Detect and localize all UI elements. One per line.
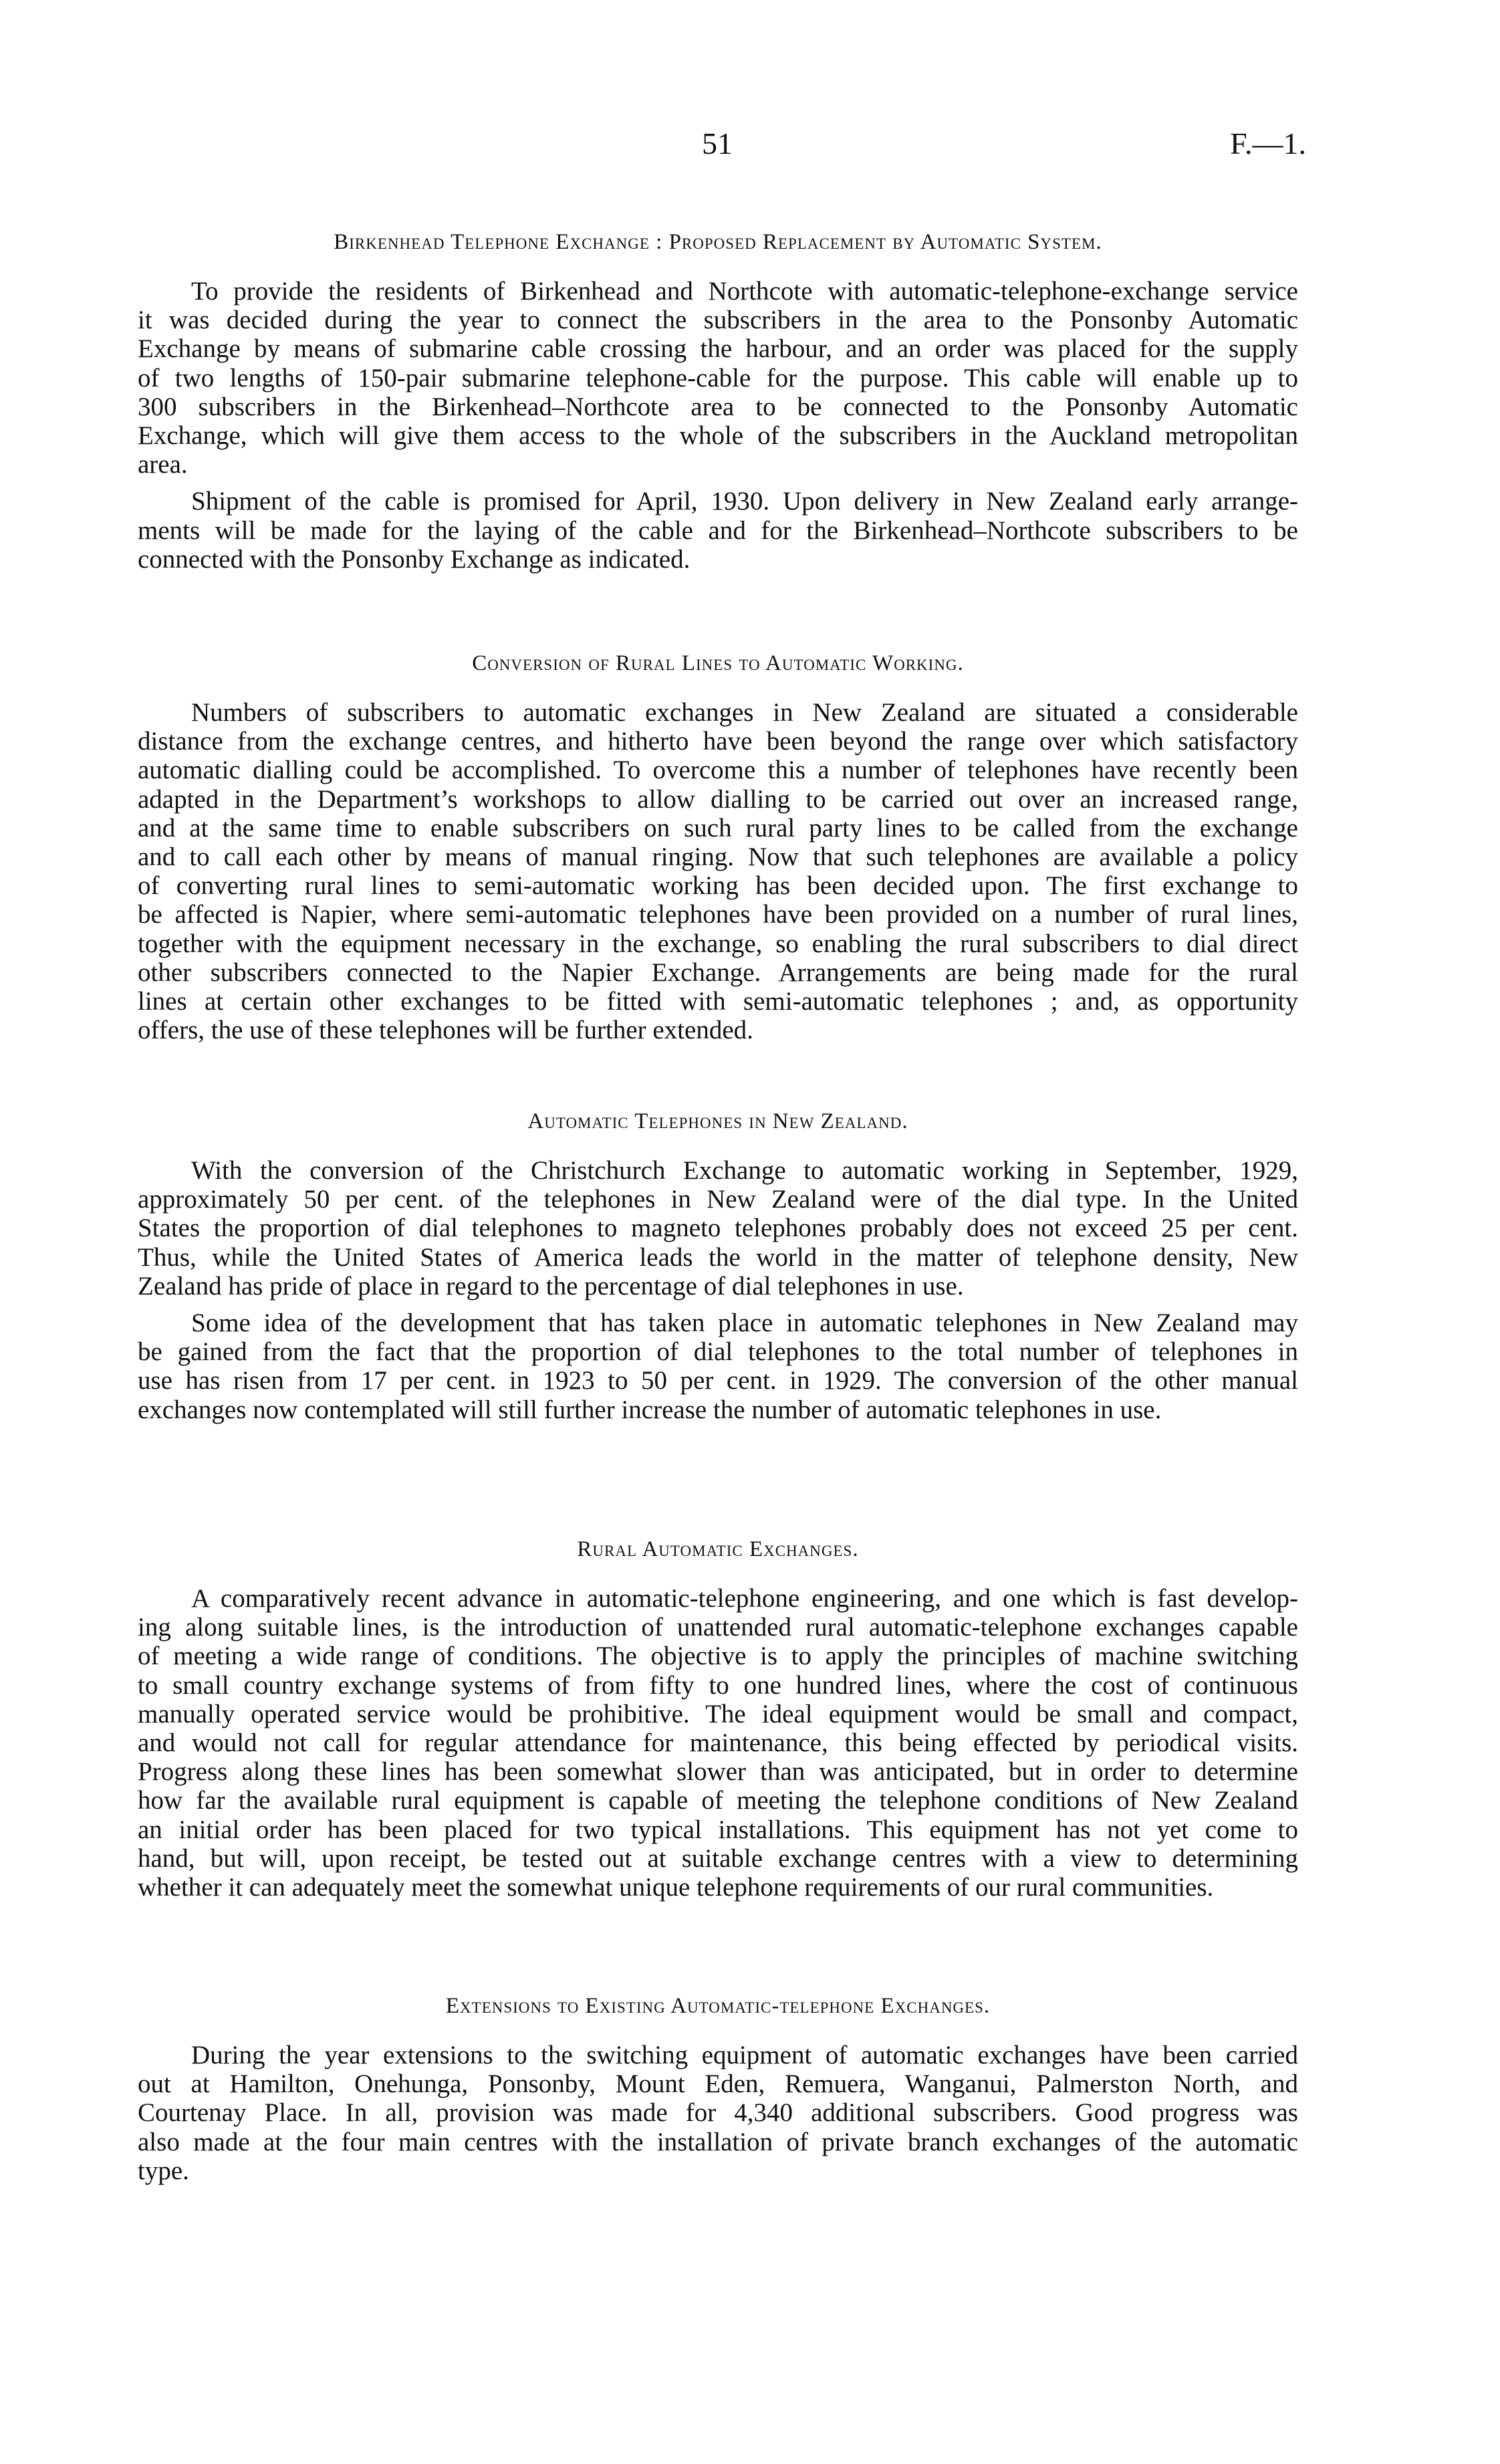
text-line: out at Hamilton, Onehunga, Ponsonby, Mount Eden, Remuera, Wanganui, Palmerston North, and (138, 2069, 1298, 2099)
text-line: Exchange, which will give them access to the whole of the subscribers in the Auckland metropolitan (138, 421, 1298, 450)
section-extensions (138, 1991, 1298, 2193)
text-line: it was decided during the year to connect the subscribers in the area to the Ponsonby Automatic (138, 306, 1298, 335)
text-line: and would not call for regular attendance for maintenance, this being effected by periodical visits. (138, 1728, 1298, 1757)
paragraph (138, 2041, 1298, 2185)
text-line: To provide the residents of Birkenhead and Northcote with automatic-telephone-exchange service (191, 277, 1298, 306)
text-line: Zealand has pride of place in regard to the percentage of dial telephones in use. (138, 1271, 964, 1301)
text-line: Shipment of the cable is promised for April, 1930. Upon delivery in New Zealand early arrange- (191, 487, 1298, 516)
paragraph (138, 1584, 1298, 1902)
paragraph (138, 277, 1298, 479)
text-line: of meeting a wide range of conditions. The objective is to apply the principles of machine switching (138, 1642, 1298, 1671)
text-line: With the conversion of the Christchurch Exchange to automatic working in September, 1929, (191, 1156, 1298, 1185)
paragraph (138, 1309, 1298, 1424)
text-line: connected with the Ponsonby Exchange as indicated. (138, 544, 691, 574)
text-line: Some idea of the development that has taken place in automatic telephones in New Zealand may (191, 1308, 1298, 1337)
section-birkenhead (138, 227, 1298, 582)
text-line: exchanges now contemplated will still further increase the number of automatic telephones in use. (138, 1395, 1162, 1424)
text-line: whether it can adequately meet the somewhat unique telephone requirements of our rural communities. (138, 1872, 1214, 1902)
text-line: States the proportion of dial telephones to magneto telephones probably does not exceed 25 per cent. (138, 1214, 1298, 1243)
text-line: together with the equipment necessary in the exchange, so enabling the rural subscribers to dial direct (138, 929, 1298, 958)
paragraph (138, 698, 1298, 1044)
text-line: manually operated service would be prohibitive. The ideal equipment would be small and compact, (138, 1699, 1298, 1728)
text-line: During the year extensions to the switching equipment of automatic exchanges have been carried (191, 2041, 1298, 2069)
text-line: approximately 50 per cent. of the telephones in New Zealand were of the dial type. In the United (138, 1185, 1298, 1214)
text-line: offers, the use of these telephones will be further extended. (138, 1016, 753, 1045)
text-line: automatic dialling could be accomplished. To overcome this a number of telephones have recently been (138, 756, 1298, 785)
text-line: Exchange by means of submarine cable crossing the harbour, and an order was placed for the supply (138, 334, 1298, 364)
text-line: type. (138, 2156, 189, 2185)
text-line: and at the same time to enable subscribers on such rural party lines to be called from the exchange (138, 813, 1298, 843)
text-line: of converting rural lines to semi-automatic working has been decided upon. The first exchange to (138, 871, 1298, 901)
text-line: adapted in the Department’s workshops to allow dialling to be carried out over an increased range, (138, 784, 1298, 814)
section-automatic-telephones (138, 1107, 1298, 1432)
page-number: 51 (702, 126, 733, 160)
text-line: Progress along these lines has been somewhat slower than was anticipated, but in order to determine (138, 1757, 1298, 1787)
page-reference: F.—1. (1230, 126, 1306, 160)
text-line: area. (138, 450, 188, 479)
text-line: be affected is Napier, where semi-automatic telephones have been provided on a number of rural lines, (138, 900, 1298, 929)
text-line: A comparatively recent advance in automatic-telephone engineering, and one which is fast develop- (191, 1584, 1298, 1613)
text-line: 300 subscribers in the Birkenhead–Northcote area to be connected to the Ponsonby Automatic (138, 392, 1298, 421)
section-heading: Automatic Telephones in New Zealand. (527, 1109, 908, 1133)
text-line: be gained from the fact that the proportion of dial telephones to the total number of telephones in (138, 1337, 1298, 1367)
text-line: hand, but will, upon receipt, be tested out at suitable exchange centres with a view to determining (138, 1843, 1298, 1873)
text-line: ing along suitable lines, is the introduction of unattended rural automatic-telephone exchanges capable (138, 1613, 1298, 1642)
text-line: and to call each other by means of manual ringing. Now that such telephones are available a policy (138, 842, 1298, 871)
text-line: Courtenay Place. In all, provision was made for 4,340 additional subscribers. Good progress was (138, 2098, 1298, 2128)
text-line: to small country exchange systems of from fifty to one hundred lines, where the cost of continuous (138, 1670, 1298, 1700)
paragraph (138, 1156, 1298, 1301)
text-line: Numbers of subscribers to automatic exchanges in New Zealand are situated a considerable (191, 698, 1298, 727)
text-line: also made at the four main centres with the installation of private branch exchanges of the automatic (138, 2127, 1298, 2156)
section-rural-exchanges (138, 1535, 1298, 1910)
section-rural-lines (138, 649, 1298, 1052)
section-heading: Extensions to Existing Automatic-telephone Exchanges. (445, 1994, 991, 2018)
text-line: of two lengths of 150-pair submarine telephone-cable for the purpose. This cable will enable up to (138, 363, 1298, 393)
text-line: other subscribers connected to the Napier Exchange. Arrangements are being made for the rural (138, 958, 1298, 987)
section-heading: Conversion of Rural Lines to Automatic Working. (472, 651, 964, 675)
section-heading: Birkenhead Telephone Exchange : Proposed Replacement by Automatic System. (334, 230, 1102, 254)
text-line: how far the available rural equipment is capable of meeting the telephone conditions of New Zealand (138, 1786, 1298, 1815)
text-line: ments will be made for the laying of the cable and for the Birkenhead–Northcote subscribers to be (138, 516, 1298, 545)
paragraph (138, 487, 1298, 574)
text-line: use has risen from 17 per cent. in 1923 to 50 per cent. in 1929. The conversion of the other manual (138, 1366, 1298, 1395)
section-heading: Rural Automatic Exchanges. (577, 1537, 859, 1561)
text-line: an initial order has been placed for two typical installations. This equipment has not yet come to (138, 1815, 1298, 1844)
text-line: lines at certain other exchanges to be fitted with semi-automatic telephones ; and, as opportunity (138, 986, 1298, 1016)
text-line: distance from the exchange centres, and hitherto have been beyond the range over which satisfactory (138, 727, 1298, 756)
text-line: Thus, while the United States of America leads the world in the matter of telephone density, New (138, 1242, 1298, 1272)
